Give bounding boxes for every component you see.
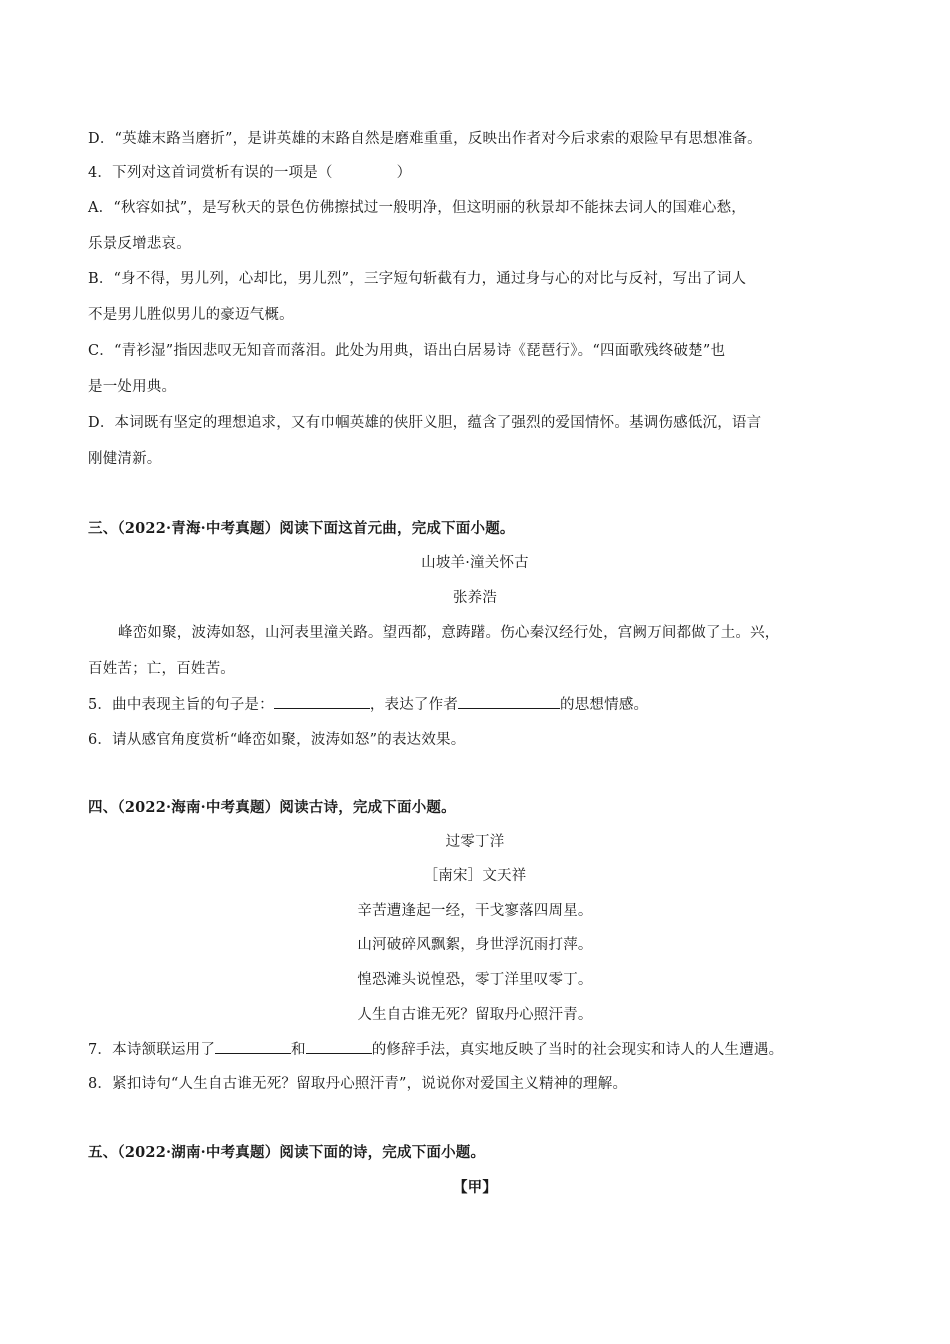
q3-option-d: D．“英雄末路当磨折”，是讲英雄的末路自然是磨难重重，反映出作者对今后求索的艰险早有思想准备。 <box>88 131 762 147</box>
q4-option-b-line1: B．“身不得，男儿列，心却比，男儿烈”，三字短句斩截有力，通过身与心的对比与反衬，写出了词人 <box>88 271 747 287</box>
q7-text-before: 7．本诗颔联运用了 <box>88 1042 216 1058</box>
section3-heading: 三、（2022·青海·中考真题）阅读下面这首元曲，完成下面小题。 <box>88 520 515 537</box>
section3-poem-title: 山坡羊·潼关怀古 <box>421 555 529 571</box>
q7-text-after: 的修辞手法，真实地反映了当时的社会现实和诗人的人生遭遇。 <box>371 1042 784 1058</box>
section4-heading: 四、（2022·海南·中考真题）阅读古诗，完成下面小题。 <box>88 799 456 816</box>
q4-option-c-line1: C．“青衫湿”指因悲叹无知音而落泪。此处为用典，语出白居易诗《琵琶行》。“四面歌残终破楚”也 <box>88 343 726 359</box>
q7-blank-1[interactable] <box>215 1039 291 1054</box>
section4-verse-2: 山河破碎风飘絮，身世浮沉雨打萍。 <box>357 937 593 953</box>
q5-text-after: 的思想情感。 <box>560 697 649 713</box>
q6: 6．请从感官角度赏析“峰峦如聚，波涛如怒”的表达效果。 <box>88 732 466 748</box>
q4-option-d-line1: D．本词既有坚定的理想追求，又有巾帼英雄的侠肝义胆，蕴含了强烈的爱国情怀。基调伤感低沉，语言 <box>88 415 762 431</box>
q4-option-a-line1: A．“秋容如拭”，是写秋天的景色仿佛擦拭过一般明净，但这明丽的秋景却不能抹去词人的国难心愁， <box>88 200 746 216</box>
q5 <box>88 694 868 715</box>
section4-verse-3: 惶恐滩头说惶恐，零丁洋里叹零丁。 <box>357 972 593 988</box>
section5-sub-label: 【甲】 <box>452 1179 498 1196</box>
q5-text-before: 5．曲中表现主旨的句子是： <box>88 697 274 713</box>
section4-verse-4: 人生自古谁无死？留取丹心照汗青。 <box>357 1007 593 1023</box>
q4-option-c-line2: 是一处用典。 <box>88 379 177 395</box>
q4-option-a-line2: 乐景反增悲哀。 <box>88 236 191 252</box>
q7-text-middle: 和 <box>291 1042 306 1058</box>
q4-stem-close: ） <box>396 165 412 181</box>
q7 <box>88 1039 868 1060</box>
q4-stem <box>88 163 868 183</box>
q4-stem-text: 4．下列对这首词赏析有误的一项是（ <box>88 165 333 181</box>
section5-heading: 五、（2022·湖南·中考真题）阅读下面的诗，完成下面小题。 <box>88 1144 486 1161</box>
section3-poem-author: 张养浩 <box>452 590 498 606</box>
q5-text-middle: ，表达了作者 <box>369 697 459 713</box>
q4-option-b-line2: 不是男儿胜似男儿的豪迈气概。 <box>88 307 294 323</box>
section3-poem-body-line2: 百姓苦；亡，百姓苦。 <box>88 661 235 677</box>
q5-blank-1[interactable] <box>274 694 370 709</box>
section4-poem-author: ［南宋］文天祥 <box>423 868 527 884</box>
section4-verse-1: 辛苦遭逢起一经，干戈寥落四周星。 <box>357 903 593 919</box>
q7-blank-2[interactable] <box>306 1039 372 1054</box>
q5-blank-2[interactable] <box>458 694 560 709</box>
q8: 8．紧扣诗句“人生自古谁无死？留取丹心照汗青”，说说你对爱国主义精神的理解。 <box>88 1076 628 1092</box>
section3-poem-body-line1: 峰峦如聚，波涛如怒，山河表里潼关路。望西都，意踌躇。伤心秦汉经行处，宫阙万间都做了土。兴， <box>118 625 780 641</box>
q4-option-d-line2: 刚健清新。 <box>88 451 162 467</box>
section4-poem-title: 过零丁洋 <box>445 834 505 850</box>
